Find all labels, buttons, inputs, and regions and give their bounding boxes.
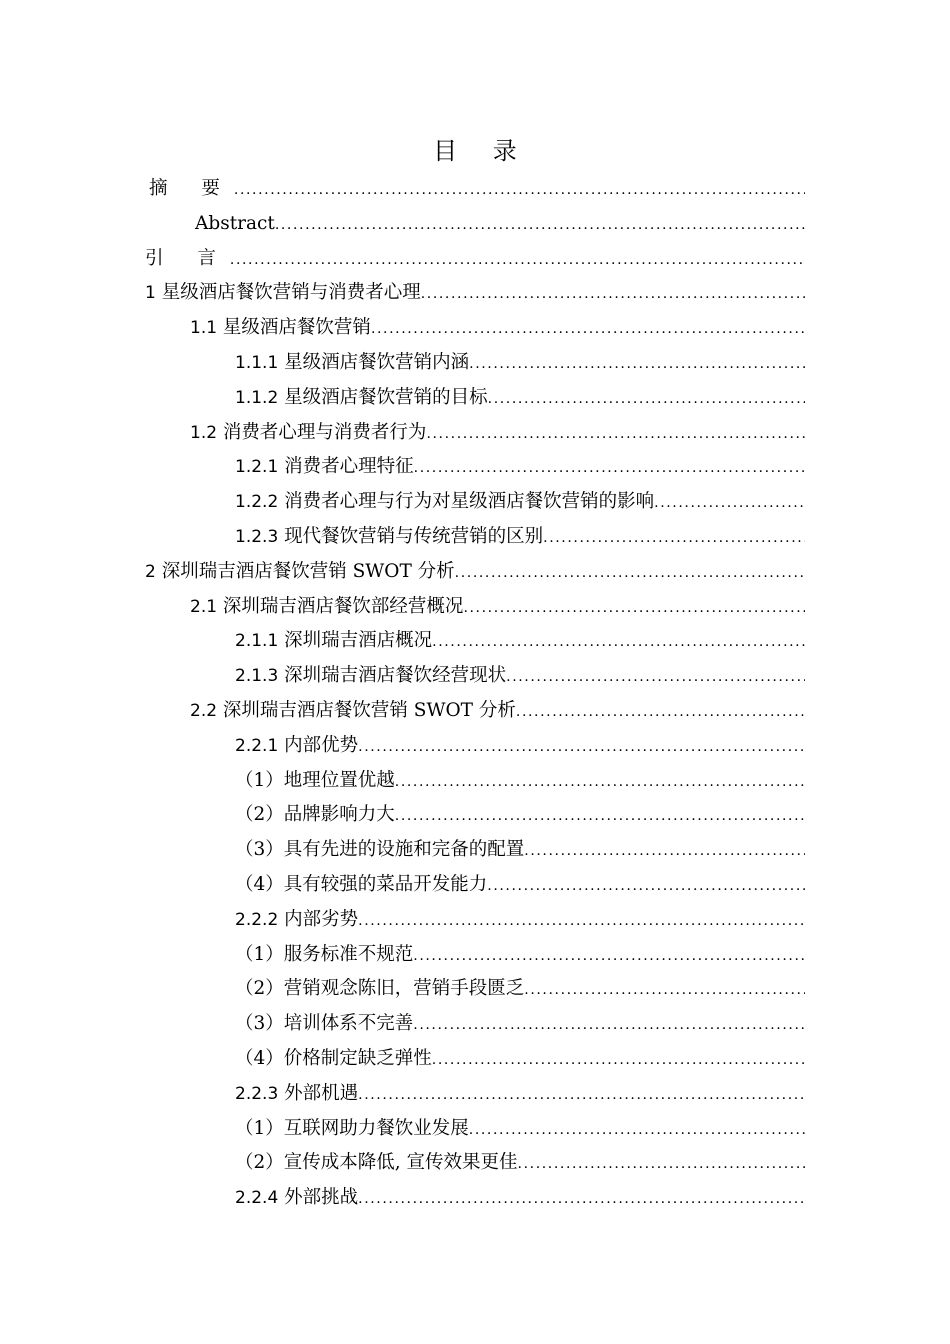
toc-entry-2-2-4[interactable] [145, 1181, 805, 1216]
toc-entry-2[interactable] [145, 555, 805, 590]
toc-entry-introduction[interactable] [145, 242, 805, 277]
toc-entry-label: （4）价格制定缺乏弹性 [235, 1047, 432, 1069]
toc-entry-2-2-2-item[interactable] [145, 938, 805, 973]
toc-entry-1[interactable] [145, 276, 805, 311]
toc-entry-number: 1.2.3 [235, 526, 279, 547]
toc-entry-number: 1.2 [190, 422, 218, 443]
toc-entry-label: （3）具有先进的设施和完备的配置 [235, 839, 525, 861]
toc-entry-label: 深圳瑞吉酒店餐饮经营现状 [278, 665, 507, 687]
toc-leader-dots [230, 243, 805, 277]
toc-entry-label: （1）互联网助力餐饮业发展 [235, 1117, 469, 1139]
toc-leader-dots [413, 939, 805, 973]
toc-entry-label: 星级酒店餐饮营销 [217, 317, 371, 339]
toc-leader-dots [432, 625, 805, 659]
toc-leader-dots [426, 417, 805, 451]
toc-entry-2-2-2-item[interactable] [145, 1007, 805, 1042]
toc-entry-2-2-1-item[interactable] [145, 764, 805, 799]
toc-entry-2-2-2-item[interactable] [145, 1042, 805, 1077]
toc-entry-number: 1 [145, 283, 156, 304]
toc-entry-label: （4）具有较强的菜品开发能力 [235, 873, 488, 895]
toc-leader-dots [358, 730, 805, 764]
toc-leader-dots [654, 486, 805, 520]
toc-entry-number: 2.2.4 [235, 1188, 279, 1209]
toc-entry-2-2[interactable] [145, 694, 805, 729]
toc-entry-number: 1.2.2 [235, 492, 279, 513]
table-of-contents [145, 172, 805, 1216]
toc-leader-dots [524, 834, 805, 868]
toc-entry-number: 2.1.1 [235, 631, 279, 652]
toc-leader-dots [395, 765, 805, 799]
toc-entry-number: 2.2.3 [235, 1083, 279, 1104]
toc-entry-number: 2 [145, 561, 156, 582]
toc-entry-label: 内部劣势 [278, 908, 359, 930]
toc-leader-dots [487, 869, 805, 903]
toc-entry-1-2-2[interactable] [145, 485, 805, 520]
toc-leader-dots [413, 1008, 805, 1042]
toc-entry-1-1[interactable] [145, 311, 805, 346]
toc-leader-dots [371, 312, 805, 346]
toc-leader-dots [516, 695, 805, 729]
toc-entry-label: 星级酒店餐饮营销的目标 [278, 386, 488, 408]
toc-entry-label: 摘 要 [149, 178, 234, 199]
toc-entry-1-1-2[interactable] [145, 381, 805, 416]
toc-leader-dots [455, 556, 805, 590]
toc-entry-label: （1）服务标准不规范 [235, 943, 414, 965]
toc-leader-dots [358, 1078, 805, 1112]
toc-entry-label: 消费者心理与消费者行为 [217, 421, 427, 443]
toc-entry-label: 深圳瑞吉酒店餐饮营销 SWOT 分析 [217, 699, 516, 721]
toc-leader-dots [432, 1043, 805, 1077]
toc-entry-label: 内部优势 [278, 734, 359, 756]
toc-entry-2-2-2[interactable] [145, 903, 805, 938]
toc-entry-label: （3）培训体系不完善 [235, 1013, 414, 1035]
toc-entry-label: 消费者心理特征 [278, 456, 414, 478]
toc-entry-number: 2.2.2 [235, 909, 279, 930]
toc-leader-dots [414, 451, 805, 485]
toc-entry-label: （1）地理位置优越 [235, 769, 395, 791]
toc-entry-label: （2）品牌影响力大 [235, 804, 395, 826]
toc-entry-2-2-1[interactable] [145, 729, 805, 764]
toc-entry-1-2[interactable] [145, 416, 805, 451]
toc-entry-label: 深圳瑞吉酒店概况 [278, 630, 433, 652]
toc-entry-2-2-1-item[interactable] [145, 868, 805, 903]
toc-leader-dots [275, 208, 805, 242]
toc-entry-1-1-1[interactable] [145, 346, 805, 381]
toc-entry-1-2-3[interactable] [145, 520, 805, 555]
toc-entry-label: 外部机遇 [278, 1082, 359, 1104]
toc-entry-label: 引 言 [145, 247, 230, 269]
toc-entry-number: 2.2 [190, 700, 218, 721]
toc-entry-label: Abstract [195, 212, 275, 234]
toc-entry-label: 深圳瑞吉酒店餐饮营销 SWOT 分析 [155, 560, 455, 582]
toc-leader-dots [469, 347, 805, 381]
toc-entry-2-1[interactable] [145, 590, 805, 625]
toc-entry-number: 1.1.1 [235, 352, 279, 373]
toc-entry-number: 1.1 [190, 318, 218, 339]
toc-leader-dots [518, 1147, 805, 1181]
toc-entry-label: （2）营销观念陈旧，营销手段匮乏 [235, 978, 525, 1000]
toc-title: 目 录 [433, 137, 531, 165]
toc-leader-dots [421, 277, 805, 311]
toc-entry-number: 1.1.2 [235, 387, 279, 408]
toc-entry-2-1-1[interactable] [145, 624, 805, 659]
toc-entry-label: 外部挑战 [278, 1187, 359, 1209]
toc-entry-label: 消费者心理与行为对星级酒店餐饮营销的影响 [278, 491, 655, 513]
toc-leader-dots [358, 1182, 805, 1216]
toc-entry-2-1-3[interactable] [145, 659, 805, 694]
toc-entry-label: 星级酒店餐饮营销与消费者心理 [155, 282, 421, 304]
toc-entry-label: 星级酒店餐饮营销内涵 [278, 351, 470, 373]
toc-leader-dots [524, 973, 805, 1007]
toc-entry-number: 2.2.1 [235, 735, 279, 756]
toc-leader-dots [234, 173, 805, 207]
toc-entry-2-2-1-item[interactable] [145, 833, 805, 868]
toc-entry-2-2-2-item[interactable] [145, 972, 805, 1007]
toc-entry-1-2-1[interactable] [145, 450, 805, 485]
toc-leader-dots [358, 904, 805, 938]
toc-leader-dots [543, 521, 805, 555]
toc-entry-abstract-cn[interactable] [145, 172, 805, 207]
toc-leader-dots [488, 382, 805, 416]
toc-leader-dots [463, 591, 805, 625]
toc-entry-2-2-1-item[interactable] [145, 798, 805, 833]
toc-leader-dots [469, 1113, 805, 1147]
toc-entry-label: 现代餐饮营销与传统营销的区别 [278, 525, 544, 547]
toc-entry-number: 2.1.3 [235, 666, 279, 687]
toc-entry-label: （2）宣传成本降低, 宣传效果更佳 [235, 1152, 518, 1174]
toc-entry-2-2-3[interactable] [145, 1077, 805, 1112]
toc-entry-label: 深圳瑞吉酒店餐饮部经营概况 [217, 595, 464, 617]
toc-leader-dots [506, 660, 805, 694]
toc-entry-abstract-en[interactable] [145, 207, 805, 242]
toc-entry-2-2-3-item[interactable] [145, 1112, 805, 1147]
toc-entry-2-2-3-item[interactable] [145, 1146, 805, 1181]
toc-entry-number: 1.2.1 [235, 457, 279, 478]
toc-entry-number: 2.1 [190, 596, 218, 617]
toc-leader-dots [395, 799, 805, 833]
